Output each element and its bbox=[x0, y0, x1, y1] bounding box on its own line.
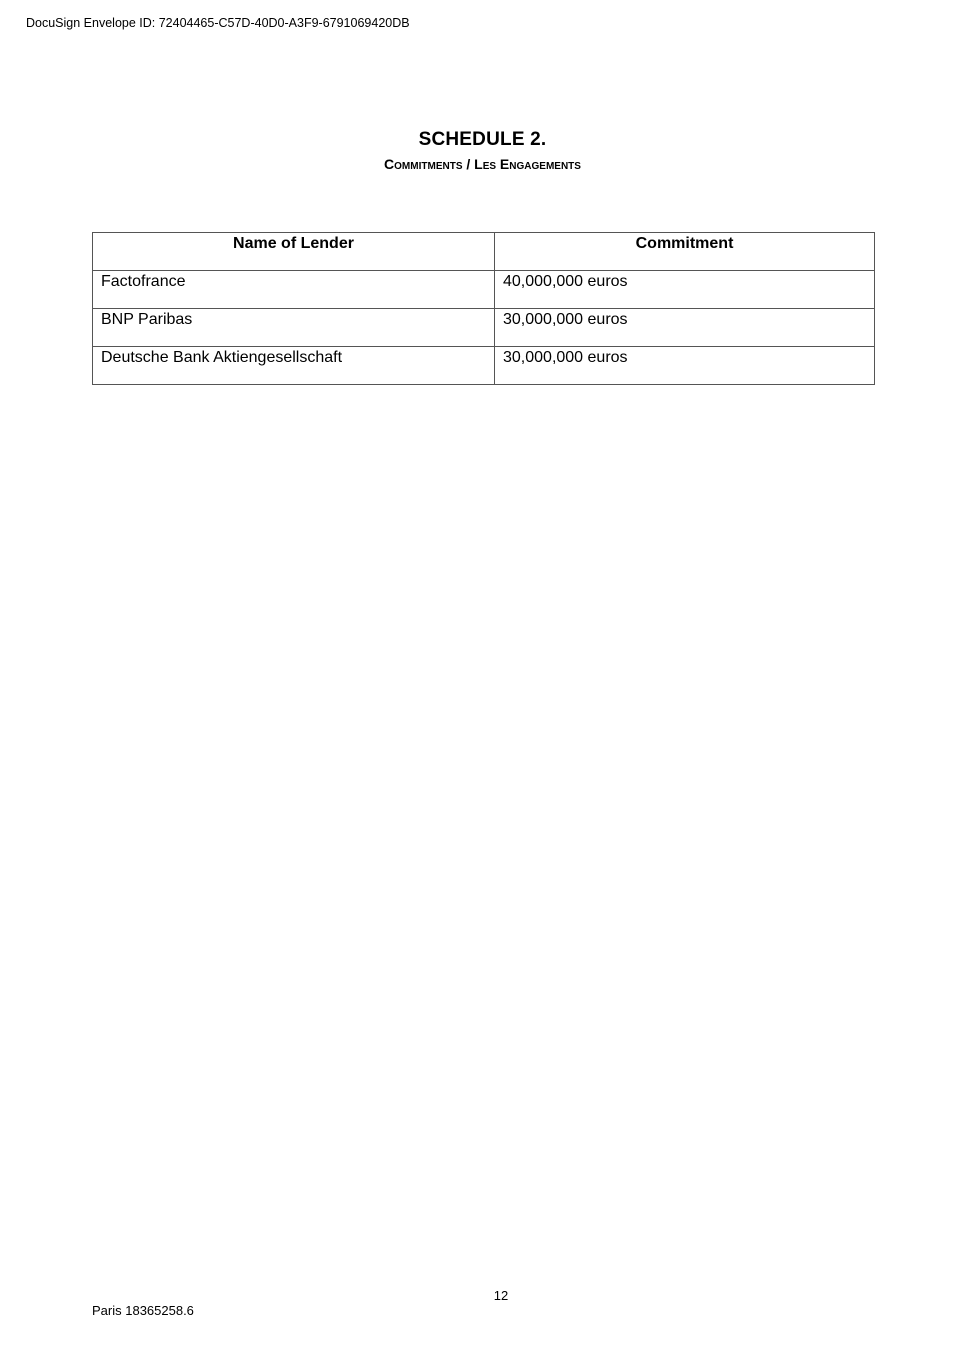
table-header-row bbox=[93, 233, 875, 271]
page-number: 12 bbox=[493, 1288, 509, 1303]
column-header-lender: Name of Lender bbox=[93, 233, 495, 271]
lender-name-cell: BNP Paribas bbox=[93, 309, 495, 347]
schedule-title: SCHEDULE 2. bbox=[418, 129, 547, 150]
table-row bbox=[93, 309, 875, 347]
table-row bbox=[93, 347, 875, 385]
commitment-amount-cell: 30,000,000 euros bbox=[495, 309, 875, 347]
column-header-commitment: Commitment bbox=[495, 233, 875, 271]
commitment-amount-cell: 40,000,000 euros bbox=[495, 271, 875, 309]
docusign-envelope-id: DocuSign Envelope ID: 72404465-C57D-40D0-A3F9-6791069420DB bbox=[26, 16, 410, 30]
lender-name-cell: Deutsche Bank Aktiengesellschaft bbox=[93, 347, 495, 385]
document-reference: Paris 18365258.6 bbox=[92, 1303, 194, 1318]
commitments-table bbox=[92, 232, 875, 385]
lender-name-cell: Factofrance bbox=[93, 271, 495, 309]
table-row bbox=[93, 271, 875, 309]
commitment-amount-cell: 30,000,000 euros bbox=[495, 347, 875, 385]
schedule-subtitle: Commitments / Les Engagements bbox=[384, 156, 581, 172]
